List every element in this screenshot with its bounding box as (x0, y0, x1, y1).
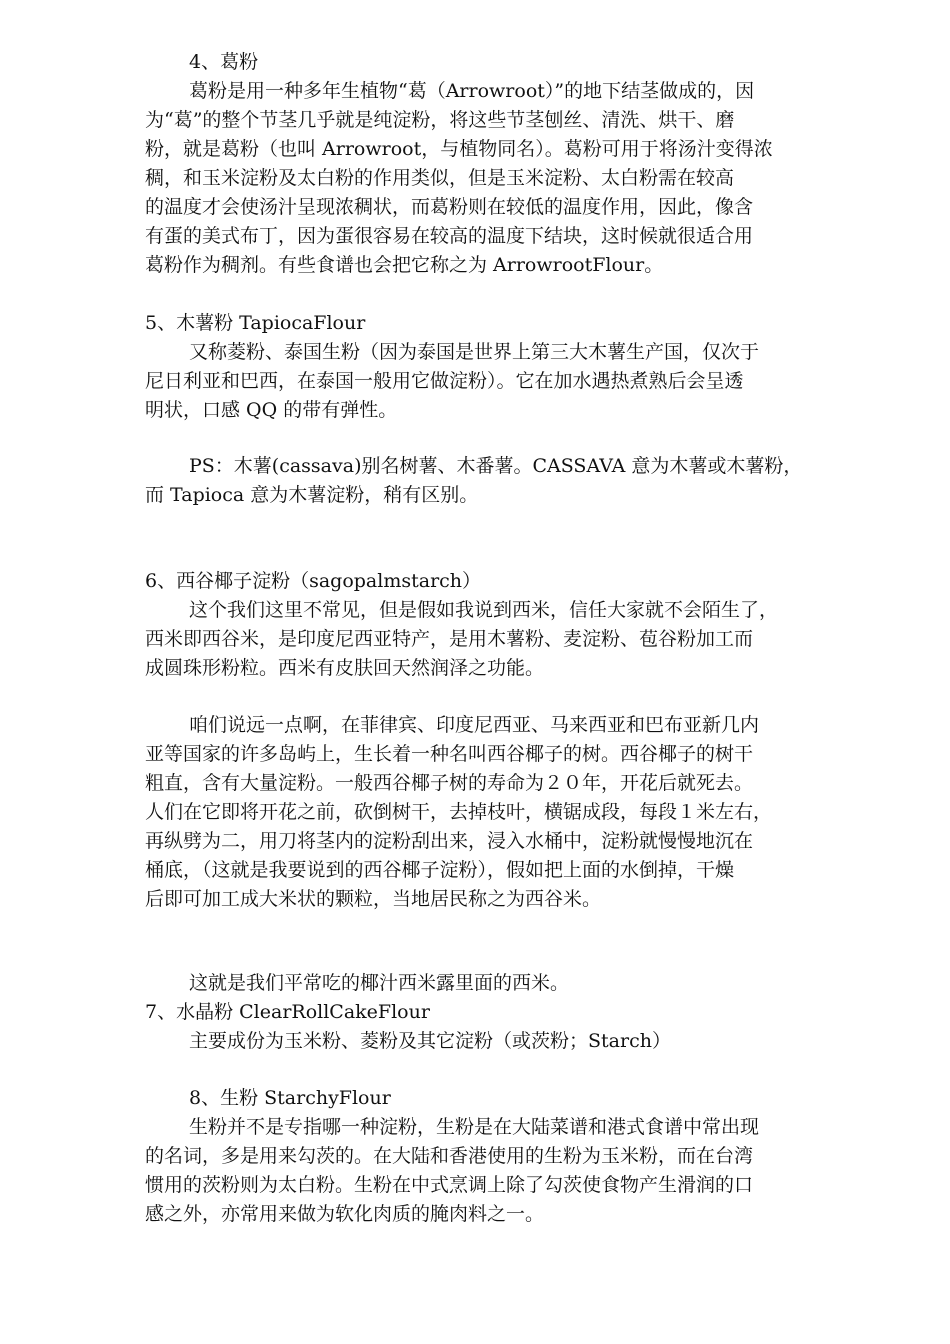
section-6-paragraph-3: 这就是我们平常吃的椰汁西米露里面的西米。 (189, 972, 570, 994)
text-line: 后即可加工成大米状的颗粒，当地居民称之为西谷米。 (145, 888, 602, 910)
section-6-heading: 6、西谷椰子淀粉（sagopalmstarch） (145, 570, 482, 592)
text-line: 粉，就是葛粉（也叫 Arrowroot，与植物同名）。葛粉可用于将汤汁变得浓 (145, 138, 773, 160)
text-line: 这个我们这里不常见，但是假如我说到西米，信任大家就不会陌生了， (189, 599, 779, 621)
text-line: 亚等国家的许多岛屿上，生长着一种名叫西谷椰子的树。西谷椰子的树干 (145, 743, 754, 765)
text-line: 而 Tapioca 意为木薯淀粉，稍有区别。 (145, 484, 479, 506)
text-line: 葛粉作为稠剂。有些食谱也会把它称之为 ArrowrootFlour。 (145, 254, 664, 276)
section-5-paragraph (145, 338, 880, 425)
text-line: 明状，口感 QQ 的带有弹性。 (145, 399, 398, 421)
text-line: 的温度才会使汤汁呈现浓稠状，而葛粉则在较低的温度作用，因此，像含 (145, 196, 754, 218)
text-line: 感之外，亦常用来做为软化肉质的腌肉料之一。 (145, 1203, 545, 1225)
text-line: 咱们说远一点啊，在菲律宾、印度尼西亚、马来西亚和巴布亚新几内 (189, 714, 760, 736)
text-line: 稠，和玉米淀粉及太白粉的作用类似，但是玉米淀粉、太白粉需在较高 (145, 167, 735, 189)
section-6-paragraph-2 (145, 711, 880, 914)
text-line: 粗直，含有大量淀粉。一般西谷椰子树的寿命为２０年，开花后就死去。 (145, 772, 754, 794)
text-line: PS：木薯(cassava)别名树薯、木番薯。CASSAVA 意为木薯或木薯粉， (189, 455, 803, 477)
text-line: 惯用的茨粉则为太白粉。生粉在中式烹调上除了勾茨使食物产生滑润的口 (145, 1174, 754, 1196)
text-line: 成圆珠形粉粒。西米有皮肤回天然润泽之功能。 (145, 657, 545, 679)
text-line: 为“葛”的整个节茎几乎就是纯淀粉，将这些节茎刨丝、清洗、烘干、磨 (145, 109, 735, 131)
section-5-heading: 5、木薯粉 TapiocaFlour (145, 312, 366, 334)
text-line: 人们在它即将开花之前，砍倒树干，去掉枝叶，横锯成段，每段１米左右， (145, 801, 773, 823)
text-line: 西米即西谷米，是印度尼西亚特产，是用木薯粉、麦淀粉、苞谷粉加工而 (145, 628, 754, 650)
text-line: 生粉并不是专指哪一种淀粉，生粉是在大陆菜谱和港式食谱中常出现 (189, 1116, 760, 1138)
section-8-heading: 8、生粉 StarchyFlour (189, 1087, 391, 1109)
text-line: 的名词，多是用来勾茨的。在大陆和香港使用的生粉为玉米粉，而在台湾 (145, 1145, 754, 1167)
text-line: 桶底，（这就是我要说到的西谷椰子淀粉），假如把上面的水倒掉，干燥 (145, 859, 735, 881)
section-4-heading: 4、葛粉 (189, 51, 259, 73)
text-line: 再纵劈为二，用刀将茎内的淀粉刮出来，浸入水桶中，淀粉就慢慢地沉在 (145, 830, 754, 852)
section-4-paragraph (145, 77, 880, 280)
text-line: 尼日利亚和巴西，在泰国一般用它做淀粉）。它在加水遇热煮熟后会呈透 (145, 370, 744, 392)
section-8-paragraph (145, 1113, 880, 1229)
text-line: 又称菱粉、泰国生粉（因为泰国是世界上第三大木薯生产国，仅次于 (189, 341, 760, 363)
section-6-paragraph-1 (145, 596, 880, 683)
section-5-ps-note (145, 452, 880, 510)
text-line: 有蛋的美式布丁，因为蛋很容易在较高的温度下结块，这时候就很适合用 (145, 225, 754, 247)
section-7-heading: 7、水晶粉 ClearRollCakeFlour (145, 1001, 430, 1023)
section-7-paragraph: 主要成份为玉米粉、菱粉及其它淀粉（或茨粉；Starch） (189, 1030, 671, 1052)
text-line: 葛粉是用一种多年生植物“葛（Arrowroot）”的地下结茎做成的，因 (189, 80, 755, 102)
